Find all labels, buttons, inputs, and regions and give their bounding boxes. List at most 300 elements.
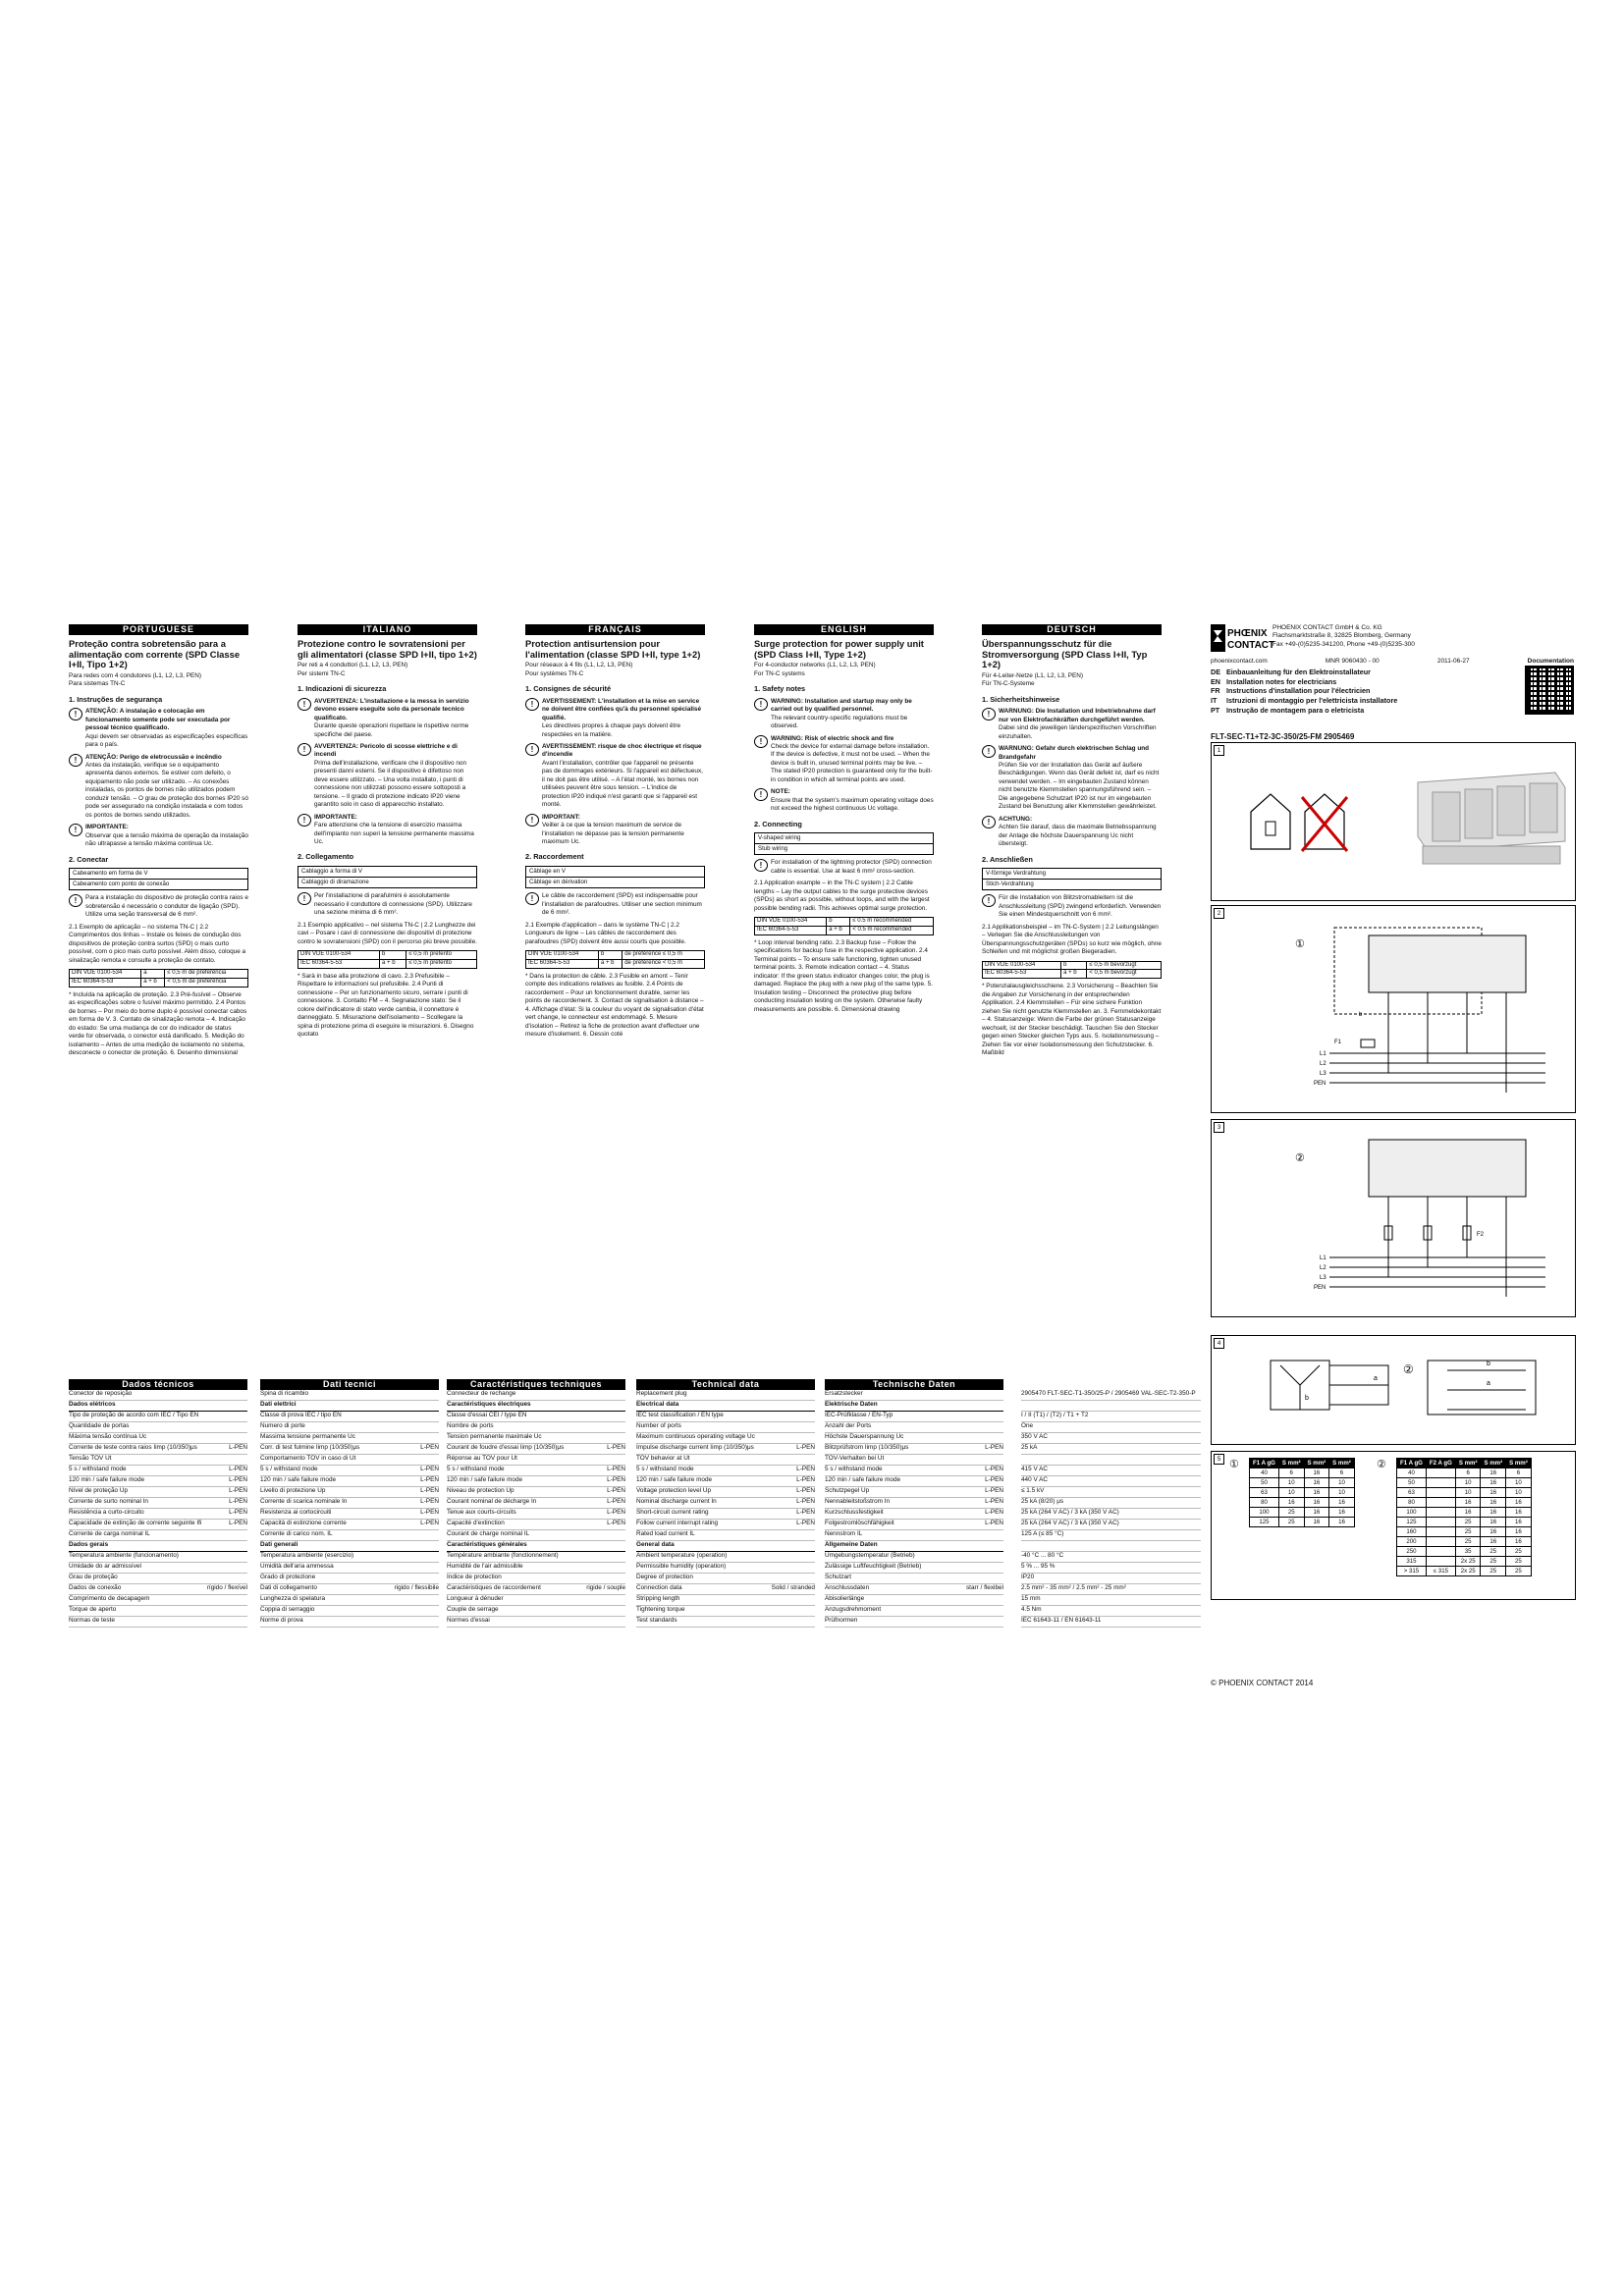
tech-row-label: Blitzprüfstrom Iimp (10/350)μs [825,1444,909,1451]
tech-row [260,1401,439,1412]
warning-note: ! AVVERTENZA: L'installazione e la messa in servizio devono essere eseguite solo da personale tecnico qualificato. Durante queste operazioni rispettare le rispettive norme specifiche del paese. [298,698,477,739]
tech-row [636,1444,815,1455]
tech-row-label: 5 s / withstand mode [69,1466,127,1472]
company-line: PHOENIX CONTACT GmbH & Co. KG [1272,624,1382,631]
variant-label: ② [1295,1152,1305,1164]
lang-row: FR Instructions d'installation pour l'électricien [1211,686,1371,696]
tech-row [69,1444,247,1455]
tech-row [447,1520,625,1530]
tech-row [260,1455,439,1466]
tech-row-label: Resistenza ai cortocircuiti [260,1509,332,1516]
tech-row-label: 120 min / safe failure mode [825,1476,901,1483]
tech-row-label: Umidade do ar admissível [69,1563,141,1570]
tech-row-label: 120 min / safe failure mode [260,1476,337,1483]
note: ! IMPORTANTE: Fare attenzione che la tensione di esercizio massima dell'impianto non superi la tensione permanente massima Uc. [298,814,477,847]
tech-row-label: Resistência a curto-circuito [69,1509,144,1516]
tech-row [636,1595,815,1606]
tech-row-label: Dati generali [260,1541,298,1548]
body-text: * Incluída na aplicação de proteção. 2.3 Pré-fusível – Observe as especificações sobre o fusível máximo permitido. 2.4 Pontos de bornes – Por meio do borne duplo é possível conectar cabos em forma de V. 3. Contato de sinalização remota – 4. Indicação do estado: Se uma mudança de cor do indicador de status verde for observada, o conector está danificado. 5. Medição do isolamento – Antes de uma medição de isolamento no sistema, desconecte o conector de proteção. 6. Desenho dimensional [69,990,247,1056]
tech-row-label: Temperatura ambiente (esercizio) [260,1552,354,1559]
tech-row-unit: L-PEN [420,1520,439,1526]
tech-row-unit: L-PEN [985,1444,1003,1451]
svg-text:b: b [1487,1361,1490,1367]
panel-number: 2 [1214,908,1224,919]
doc-number: MNR 9060430 - 00 [1325,658,1380,665]
lang-row: IT Istruzioni di montaggio per l'elettricista installatore [1211,696,1398,706]
info-icon: ! [525,814,539,827]
warning-icon: ! [754,698,768,711]
tech-row-unit: L-PEN [985,1509,1003,1516]
warning-note: ! WARNUNG: Die Installation und Inbetriebnahme darf nur von Elektrofachkräften durchgeführt werden. Dabei sind die jeweiligen länderspezifischen Vorschriften einzuhalten. [982,708,1162,741]
tech-row [636,1498,815,1509]
note: ! Für die Installation von Blitzstromableitern ist die Anschlussleitung (SPD) zwingend erforderlich. Verwenden Sie einen Mindestquerschnitt von 6 mm². [982,894,1162,919]
tech-row [447,1552,625,1563]
tech-row [69,1595,247,1606]
tech-row [447,1574,625,1584]
tech-row-label: General data [636,1541,675,1548]
doc-meta-row [1211,658,1574,665]
company-line: Flachsmarktstraße 8, 32825 Blomberg, Germany [1272,632,1411,640]
tech-row [69,1520,247,1530]
tech-row-label: Caractéristiques de raccordement [447,1584,541,1591]
tech-row [825,1401,1003,1412]
tech-row-label: 120 min / safe failure mode [636,1476,713,1483]
tech-row [260,1563,439,1574]
tech-row-label: Coppia di serraggio [260,1606,315,1613]
tech-row-label: Tensão TOV Ut [69,1455,112,1462]
tech-row-label: Corrente de carga nominal IL [69,1530,150,1537]
tech-row-label: Livello di protezione Up [260,1487,326,1494]
column-subtitle: Pour réseaux à 4 fils (L1, L2, L3, PEN) Pour systèmes TN-C [525,662,633,677]
tech-row [825,1541,1003,1552]
tech-row [825,1412,1003,1422]
tech-row [636,1563,815,1574]
column-header: FRANÇAIS [525,624,705,635]
tech-row [636,1552,815,1563]
line-label: L1 [1320,1255,1326,1261]
section-heading: 1. Instruções de segurança [69,694,163,704]
tech-row [260,1530,439,1541]
info-icon: ! [69,824,82,836]
tech-row [69,1412,247,1422]
column-title: Surge protection for power supply unit (SPD Class I+II, Type 1+2) [754,638,924,660]
note: ! For installation of the lightning protector (SPD) connection cable is essential. Use at least 6 mm² cross-section. [754,859,934,876]
tech-value: 5 % ... 95 % [1021,1563,1201,1574]
tech-column-header: Dados técnicos [69,1379,247,1390]
svg-text:b: b [1305,1395,1309,1402]
tech-row-label: Capacidade de extinção de corrente seguinte Ifi [69,1520,202,1526]
fuse-label: F1 [1334,1040,1342,1045]
cable-length-table: DIN VDE 0100-534 b ≤ 0,5 m preferito IEC 60364-5-53 a + b ≤ 0,5 m preferito [298,950,477,969]
tech-row-label: Spina di ricambio [260,1390,309,1397]
panel-number: 5 [1214,1454,1224,1465]
tech-row [260,1433,439,1444]
column-title: Proteção contra sobretensão para a alimentação com corrente (SPD Classe I+II, Tipo 1+2) [69,638,241,670]
tech-value: IEC 61643-11 / EN 61643-11 [1021,1617,1201,1628]
tech-column [69,1379,247,1628]
tech-row [260,1466,439,1476]
tech-row-unit: L-PEN [229,1509,247,1516]
tech-row-label: Normes d'essai [447,1617,490,1624]
tech-row-label: Dados de conexão [69,1584,122,1591]
tech-row-label: Courant de foudre d'essai Iimp (10/350)μs [447,1444,565,1451]
cable-length-table: DIN VDE 0100-534 a ≤ 0,5 m de preferência IEC 60364-5-53 a + b < 0,5 m de preferência [69,969,248,988]
tech-row-label: Connecteur de rechange [447,1390,516,1397]
info-icon: ! [525,892,539,905]
tech-row-label: Courant nominal de décharge In [447,1498,537,1505]
tech-row-label: 5 s / withstand mode [825,1466,883,1472]
tech-row [447,1498,625,1509]
qr-code[interactable] [1525,666,1574,715]
column-italian [298,624,477,1040]
connection-options: Cablaggio a forma di V Cablaggio di diramazione [298,866,477,888]
tech-row [825,1433,1003,1444]
tech-row-unit: L-PEN [229,1444,247,1451]
tech-row [69,1617,247,1628]
tech-row [447,1390,625,1401]
column-german [982,624,1162,1058]
tech-row [825,1390,1003,1401]
tech-row [825,1455,1003,1466]
tech-row-label: Caractéristiques électriques [447,1401,531,1408]
tech-row [636,1509,815,1520]
line-label: L2 [1320,1061,1326,1067]
column-header: DEUTSCH [982,624,1162,635]
tech-row-unit: L-PEN [420,1487,439,1494]
website: phoenixcontact.com [1211,658,1268,665]
line-label: L2 [1320,1265,1326,1271]
info-icon: ! [982,894,996,907]
info-icon: ! [754,788,768,801]
tech-row-label: 5 s / withstand mode [447,1466,505,1472]
tech-row-label: Abisolierlänge [825,1595,865,1602]
line-label: L3 [1320,1071,1326,1077]
tech-row-unit: L-PEN [420,1498,439,1505]
tech-row [260,1574,439,1584]
tech-row [447,1595,625,1606]
figure-panel-1 [1211,742,1576,901]
tech-row-label: Nível de proteção Up [69,1487,129,1494]
panel-number: 1 [1214,745,1224,756]
tech-row [260,1617,439,1628]
tech-row [825,1422,1003,1433]
tech-row-label: Capacité d'extinction [447,1520,505,1526]
tech-row-label: Impulse discharge current Iimp (10/350)μs [636,1444,754,1451]
tech-row [825,1606,1003,1617]
tech-row-label: Courant de charge nominal IL [447,1530,530,1537]
column-header: ENGLISH [754,624,934,635]
tech-row-label: Normas de teste [69,1617,115,1624]
tech-row-label: Umidità dell'aria ammessa [260,1563,334,1570]
tech-row-label: Comprimento de decapagem [69,1595,150,1602]
tech-row [825,1466,1003,1476]
tech-row [636,1541,815,1552]
tech-row [260,1422,439,1433]
tech-row-label: Nominal discharge current In [636,1498,717,1505]
wiring-diagram-1 [1212,906,1573,1110]
tech-row [825,1595,1003,1606]
tech-row-unit: L-PEN [420,1476,439,1483]
tech-row [636,1520,815,1530]
tech-row-label: TOV behavior at Ut [636,1455,690,1462]
tech-row [69,1487,247,1498]
fuse-table-2: F1 A gG F2 A gG S mm² S mm² S mm² 40 6 16 6 50 10 16 10 63 10 16 10 80 16 16 16 100 16 16 16 125 25 16 16 160 25 16 16 200 25 16 16 250 35 25 25 315 2x 25 25 25 > 315 ≤ 315 2x 25 25 25 [1396,1458,1532,1576]
tech-row-label: Tightening torque [636,1606,685,1613]
tech-row-label: 5 s / withstand mode [636,1466,694,1472]
tech-row [260,1584,439,1595]
tech-row [69,1509,247,1520]
tech-row [69,1584,247,1595]
svg-text:CONTACT: CONTACT [1227,640,1275,651]
tech-value: 125 A (≤ 85 °C) [1021,1530,1201,1541]
tech-row-label: Electrical data [636,1401,679,1408]
tech-row [636,1466,815,1476]
tech-value: IP20 [1021,1574,1201,1584]
tech-row-label: Corrente de teste contra raios Iimp (10/350)μs [69,1444,197,1451]
line-label: L3 [1320,1275,1326,1281]
body-text: * Potenzialausgleichsschiene. 2.3 Vorsicherung – Beachten Sie die Angaben zur Vorsicherung in der entsprechenden Applikation. 2.4 Klemmstellen – Für eine sichere Funktion ziehen Sie nicht genutzte Klemmstellen an. 3. Fernmeldekontakt – 4. Statusanzeige: Wenn die Farbe der grünen Statusanzeige wechselt, ist der Stecker beschädigt. Tauschen Sie den Stecker gegen einen Stecker gleichen Typs aus. 5. Isolationsmessung – Ziehen Sie vor einer Isolationsmessung den Schutzstecker. 6. Maßbild [982,983,1162,1056]
tech-row-unit: L-PEN [796,1509,815,1516]
tech-row-label: IEC-Prüfklasse / EN-Typ [825,1412,893,1418]
tech-row-label: Short-circuit current rating [636,1509,709,1516]
tech-row-label: Caractéristiques générales [447,1541,527,1548]
tech-row-unit: L-PEN [607,1466,625,1472]
body-text: 2.1 Exemple d'application – dans le système TN-C | 2.2 Longueurs de ligne – Les câbles de raccordement des parafoudres (SPD) doivent être aussi courts que possible. [525,921,686,945]
tech-row [636,1390,815,1401]
warning-note: ! AVERTISSEMENT: risque de choc électrique et risque d'incendie Avant l'installation, contrôler que l'appareil ne présente pas de dommages extérieurs. Si l'appareil est défectueux, il ne doit pas être utilisé. – A l'état monté, les bornes non utilisées peuvent être sous tension. – L'indice de protection IP20 indiqué n'est garanti que si l'appareil est monté. [525,743,705,810]
section-heading: 1. Safety notes [754,683,806,693]
tech-row [825,1509,1003,1520]
tech-row-label: Maximum continuous operating voltage Uc [636,1433,755,1440]
tech-row [447,1530,625,1541]
tech-row-label: Temperatura ambiente (funcionamento) [69,1552,179,1559]
tech-row-label: Kurzschlussfestigkeit [825,1509,884,1516]
tech-row-label: Dati di collegamento [260,1584,317,1591]
tech-row-label: Elektrische Daten [825,1401,878,1408]
tech-column-header: Technical data [636,1379,815,1390]
tech-row-label: Niveau de protection Up [447,1487,514,1494]
tech-value: 25 kA (264 V AC) / 3 kA (350 V AC) [1021,1509,1201,1520]
tech-row [636,1422,815,1433]
language-titles [1211,667,1505,716]
cable-length-diagrams [1212,1336,1573,1442]
tech-value: 350 V AC [1021,1433,1201,1444]
tech-row-label: Norme di prova [260,1617,303,1624]
connection-options: V-shaped wiring Stub wiring [754,832,934,855]
tech-row-unit: L-PEN [985,1498,1003,1505]
tech-row [69,1433,247,1444]
body-text: 2.1 Applikationsbeispiel – im TN-C-System | 2.2 Leitungslängen – Verlegen Sie die Anschlussleitungen von Überspannungsschutzgeräten (SPDs) so kurz wie möglich, ohne Schleifen und mit möglichst großen Biegeradien. [982,923,1162,956]
tech-value: 25 kA [1021,1444,1201,1455]
tech-row-label: Schutzpegel Up [825,1487,870,1494]
section-heading: 2. Raccordement [525,852,584,862]
tech-row-label: Rated load current IL [636,1530,695,1537]
tech-row [447,1412,625,1422]
info-icon: ! [298,892,311,905]
tech-row [447,1401,625,1412]
column-subtitle: Per reti a 4 conduttori (L1, L2, L3, PEN) Per sistemi TN-C [298,662,408,677]
tech-row-label: Number of ports [636,1422,681,1429]
tech-row [69,1422,247,1433]
tech-row-label: Lunghezza di spelatura [260,1595,326,1602]
warning-icon: ! [298,743,311,756]
tech-row-unit: L-PEN [607,1498,625,1505]
tech-row [825,1520,1003,1530]
figure-panel-3 [1211,1119,1576,1317]
warning-note: ! WARNUNG: Gefahr durch elektrischen Schlag und Brandgefahr Prüfen Sie vor der Installation das Gerät auf äußere Beschädigungen. Wenn das Gerät defekt ist, darf es nicht verwendet werden. – Im eingebauten Zustand können nicht benutzte Klemmstellen spannungsführend sein. – Die angegebene Schutzart IP20 ist nur im eingebauten Zustand bei Benutzung aller Klemmstellen gewährleistet. [982,745,1162,812]
tech-row-label: Replacement plug [636,1390,687,1397]
tech-value: 2.5 mm² - 35 mm² / 2.5 mm² - 25 mm² [1021,1584,1201,1595]
fuse-label: F2 [1477,1232,1485,1238]
tech-row [636,1412,815,1422]
tech-row [260,1476,439,1487]
tech-row-label: Ambient temperature (operation) [636,1552,728,1559]
tech-row-label: 5 s / withstand mode [260,1466,318,1472]
tech-row [636,1433,815,1444]
note: ! IMPORTANT: Veiller à ce que la tension maximum de service de l'installation ne dépasse pas la tension permanente maximum Uc. [525,814,705,847]
tech-value: 15 mm [1021,1595,1201,1606]
tech-row-label: Indice de protection [447,1574,502,1580]
section-heading: 2. Connecting [754,819,802,828]
tech-row-unit: L-PEN [796,1444,815,1451]
tech-row-label: Connection data [636,1584,682,1591]
warning-icon: ! [982,745,996,758]
section-heading: 2. Collegamento [298,852,354,862]
tech-row [825,1476,1003,1487]
note: ! IMPORTANTE: Observar que a tensão máxima de operação da instalação não ultrapasse a tensão máxima contínua Uc. [69,824,248,848]
warning-note: ! AVVERTENZA: Pericolo di scosse elettriche e di incendi Prima dell'installazione, verificare che il dispositivo non presenti danni esterni. Se il dispositivo è difettoso non deve essere utilizzato. – Una volta installato, i punti di connessione non utilizzati possono essere sottoposti a tensione. – Il grado di protezione indicato IP20 viene garantito solo in caso di apparecchio installato. [298,743,477,810]
spd-module-illustration [1418,773,1565,864]
warning-icon: ! [525,743,539,756]
section-heading: 2. Anschließen [982,854,1033,864]
tech-row-label: Réponse au TOV pour Ut [447,1455,517,1462]
tech-value [1021,1455,1201,1466]
tech-row-label: Corrente di scarica nominale In [260,1498,348,1505]
tech-row-label: Humidité de l'air admissible [447,1563,523,1570]
column-portuguese [69,624,248,1058]
tech-column [636,1379,815,1628]
tech-row-label: Conector de reposição [69,1390,133,1397]
warning-icon: ! [69,708,82,721]
warning-icon: ! [754,735,768,748]
tech-row [825,1498,1003,1509]
body-text: 2.1 Application example – in the TN-C system | 2.2 Cable lengths – Lay the output cables to the surge protective devices (SPDs) as short as possible, without loops, and with the largest possible bending radii. This achieves optimal surge protection. [754,880,930,912]
tech-row [447,1606,625,1617]
tech-row [636,1584,815,1595]
panel-number: 4 [1214,1338,1224,1349]
variant-label: ① [1229,1459,1239,1470]
tech-row-unit: L-PEN [796,1466,815,1472]
tech-row [636,1606,815,1617]
note: ! ACHTUNG: Achten Sie darauf, dass die maximale Betriebsspannung der Anlage die höchste Dauerspannung Uc nicht übersteigt. [982,816,1162,849]
tech-row [260,1390,439,1401]
tech-value: 2905470 FLT-SEC-T1-350/25-P / 2905469 VAL-SEC-T2-350-P [1021,1390,1201,1401]
tech-row-label: Umgebungstemperatur (Betrieb) [825,1552,915,1559]
tech-row [447,1541,625,1552]
tech-row-unit: L-PEN [607,1444,625,1451]
tech-row [447,1476,625,1487]
tech-row-label: Grado di protezione [260,1574,316,1580]
tech-row [825,1552,1003,1563]
tech-row-label: Couple de serrage [447,1606,499,1613]
tech-row-unit: L-PEN [796,1520,815,1526]
section-heading: 1. Indicazioni di sicurezza [298,683,387,693]
tech-row [69,1563,247,1574]
tech-row-unit: L-PEN [796,1498,815,1505]
phoenix-contact-logo [1211,624,1275,654]
warning-icon: ! [69,754,82,767]
wiring-diagram-2 [1212,1120,1573,1314]
tech-value: 440 V AC [1021,1476,1201,1487]
tech-row [636,1530,815,1541]
info-icon: ! [754,859,768,872]
tech-row [636,1401,815,1412]
warning-icon: ! [982,708,996,721]
tech-row [69,1541,247,1552]
tech-row-label: Torque de aperto [69,1606,117,1613]
tech-row-unit: L-PEN [985,1466,1003,1472]
copyright: © PHOENIX CONTACT 2014 [1211,1679,1314,1687]
connection-options: V-förmige Verdrahtung Stich-Verdrahtung [982,868,1162,890]
note: ! Per l'installazione di parafulmini è assolutamente necessario il conduttore di connessione (SPD). Utilizzare una sezione minima di 6 mm². [298,892,477,917]
tech-row [260,1520,439,1530]
tech-row-label: Höchste Dauerspannung Uc [825,1433,904,1440]
tech-row [825,1584,1003,1595]
house-crossed-icon [1302,794,1347,851]
tech-row [447,1617,625,1628]
tech-row-unit: L-PEN [420,1444,439,1451]
tech-row-unit: L-PEN [985,1520,1003,1526]
tech-row [447,1433,625,1444]
svg-text:a: a [1487,1380,1490,1387]
column-header: ITALIANO [298,624,477,635]
svg-text:a: a [1374,1375,1378,1382]
cable-length-table: DIN VDE 0100-534 b ≤ 0.5 m recommended IEC 60364-5-53 a + b < 0.5 m recommended [754,917,934,935]
tech-row [69,1476,247,1487]
body-text: 2.1 Exemplo de aplicação – no sistema TN-C | 2.2 Comprimentos dos linhas – Instale os feixes de condução dos dispositivos de proteção contra surtos (SPD) o mais curto possível, com o pico mais curto possível. Além disso, coloque a sinalização remota e consulte a proteção de contato. [69,923,246,964]
tech-row-label: Tenue aux courts-circuits [447,1509,516,1516]
tech-row-unit: L-PEN [607,1509,625,1516]
lang-row: EN Installation notes for electricians [1211,676,1337,686]
tech-row-unit: L-PEN [229,1498,247,1505]
tech-row [825,1563,1003,1574]
tech-row [447,1584,625,1595]
tech-row-label: Classe di prova IEC / tipo EN [260,1412,342,1418]
tech-row-label: Follow current interrupt rating [636,1520,719,1526]
connection-options: Cabeamento em forma de V Cabeamento com ponto de conexão [69,868,248,890]
doc-label: Documentation [1527,658,1574,665]
tech-value [1021,1401,1201,1412]
tech-row [69,1455,247,1466]
tech-row-label: Prüfnormen [825,1617,858,1624]
column-subtitle: For 4-conductor networks (L1, L2, L3, PEN) For TN-C systems [754,662,876,677]
tech-row-label: Permissible humidity (operation) [636,1563,727,1570]
tech-row [69,1552,247,1563]
tech-row-unit: L-PEN [229,1520,247,1526]
product-code: FLT-SEC-T1+T2-3C-350/25-FM 2905469 [1211,732,1355,741]
tech-row-label: Comportamento TOV in caso di Ut [260,1455,356,1462]
note: ! Para a instalação do dispositivo de proteção contra raios e sobretensão é necessário o condutor de ligação (SPD). Utilize uma seção transversal de 6 mm². [69,894,248,919]
tech-row-label: Ersatzstecker [825,1390,863,1397]
tech-row [69,1466,247,1476]
logo-mark [1211,624,1275,654]
svg-text:PHŒNIX: PHŒNIX [1227,628,1268,639]
tech-row-label: IEC test classification / EN type [636,1412,724,1418]
column-title: Protezione contro le sovratensioni per gli alimentatori (classe SPD I+II, tipo 1+2) [298,638,477,660]
tech-row-label: Allgemeine Daten [825,1541,878,1548]
tech-row-label: Quantidade de portas [69,1422,130,1429]
tech-column [825,1379,1003,1628]
